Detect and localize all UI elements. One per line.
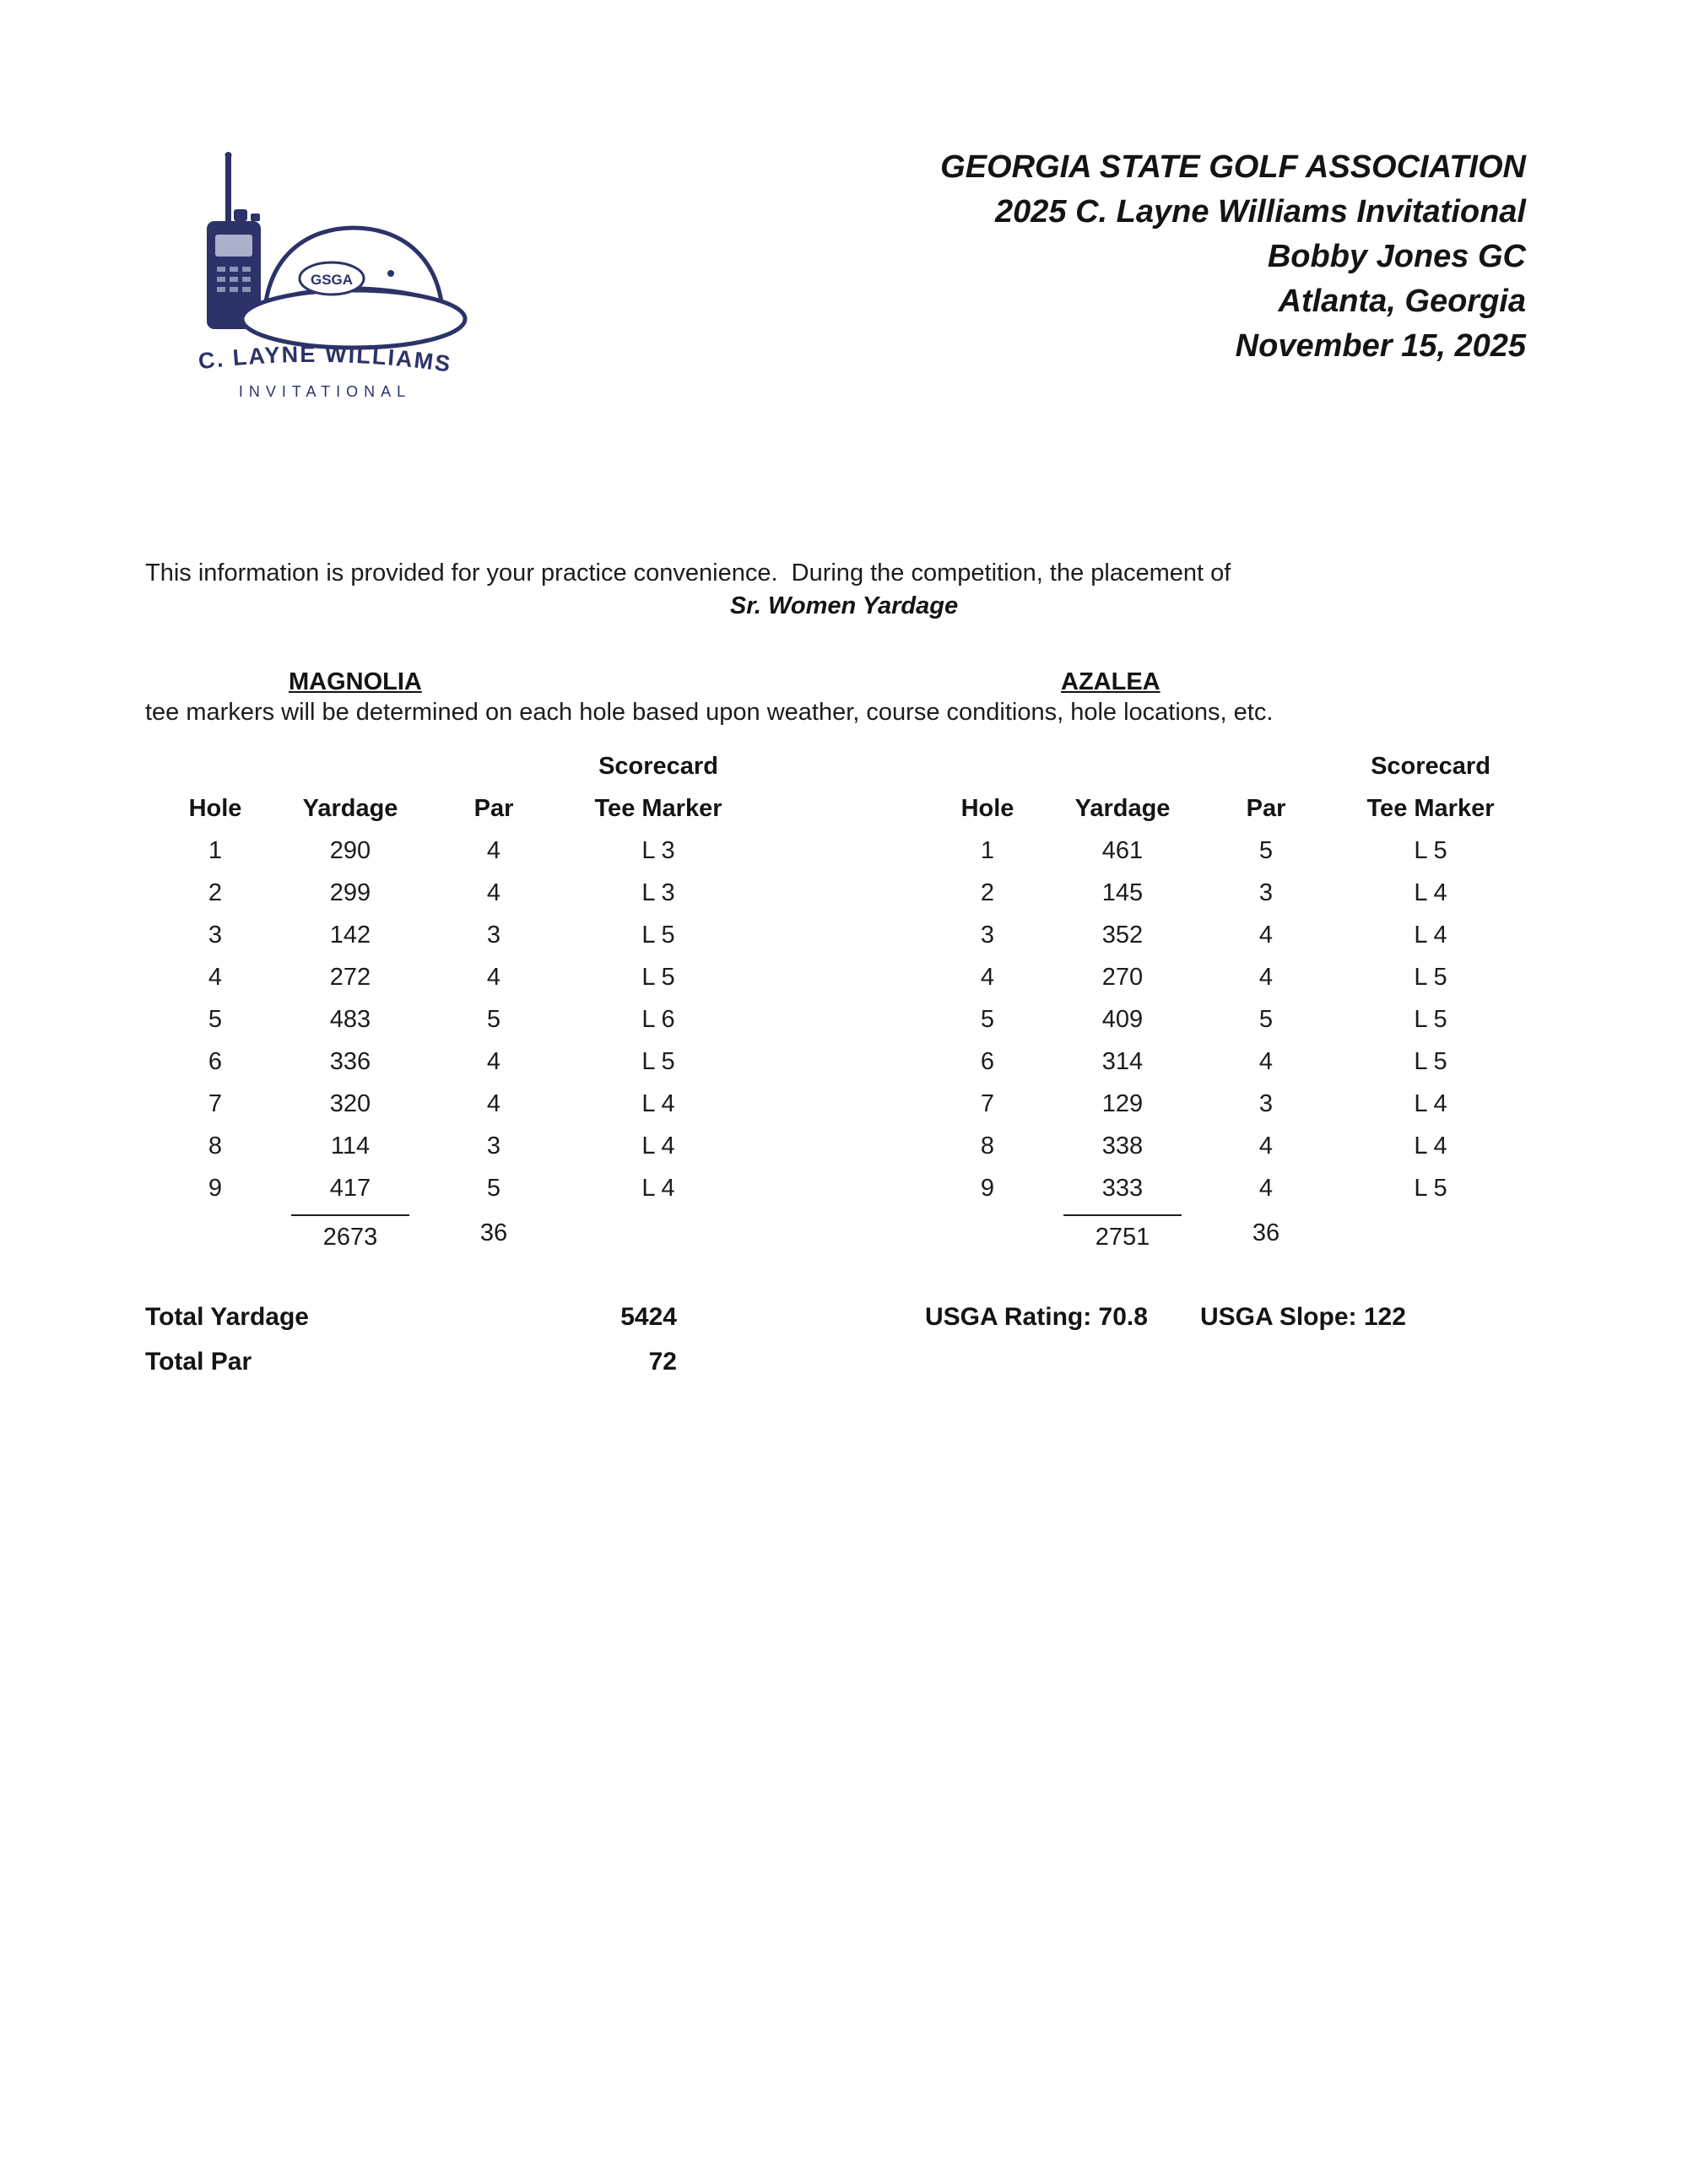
summary-row-par xyxy=(145,1339,1406,1384)
magnolia-table-body xyxy=(160,830,760,1209)
cell-yardage: 142 xyxy=(329,921,371,949)
logo-subtitle-text: INVITATIONAL xyxy=(238,383,412,400)
cell-hole: 4 xyxy=(208,963,223,991)
hat-radio-logo-icon xyxy=(173,150,477,403)
empty-cell xyxy=(160,1209,270,1257)
cell-par: 4 xyxy=(1258,1047,1274,1075)
cell-par: 3 xyxy=(1258,878,1274,906)
event-name: 2025 C. Layne Williams Invitational xyxy=(995,194,1526,230)
table-row xyxy=(160,830,760,872)
cell-par: 5 xyxy=(486,1005,501,1033)
event-header xyxy=(940,145,1526,369)
table-row xyxy=(933,956,1532,998)
cell-par: 5 xyxy=(1258,1005,1274,1033)
usga-rating: USGA Rating: 70.8 xyxy=(925,1303,1148,1331)
table-row xyxy=(933,1083,1532,1125)
cell-tee: L 3 xyxy=(641,878,675,906)
course-block-magnolia xyxy=(160,668,760,1257)
cell-hole: 7 xyxy=(980,1089,995,1117)
cell-tee: L 5 xyxy=(641,921,675,949)
course-title-magnolia: MAGNOLIA xyxy=(289,668,422,695)
summary-row-yardage xyxy=(145,1295,1406,1339)
azalea-yardage-table xyxy=(933,745,1532,1257)
table-row xyxy=(160,956,760,998)
cell-tee: L 5 xyxy=(1414,1005,1447,1033)
cell-tee: L 4 xyxy=(641,1174,675,1202)
cell-par: 4 xyxy=(1258,1132,1274,1160)
table-header-row xyxy=(160,745,760,830)
cell-par: 4 xyxy=(486,963,501,991)
cell-hole: 6 xyxy=(208,1047,223,1075)
cell-par: 5 xyxy=(486,1174,501,1202)
cell-par: 4 xyxy=(1258,963,1274,991)
total-yardage-label: Total Yardage xyxy=(145,1303,309,1331)
table-row xyxy=(160,1125,760,1167)
logo-title-text: C. LAYNE WILLIAMS xyxy=(197,341,454,377)
cell-tee: L 5 xyxy=(1414,963,1447,991)
table-row xyxy=(160,872,760,914)
cell-hole: 4 xyxy=(980,963,995,991)
table-row xyxy=(933,1041,1532,1083)
cell-hole: 2 xyxy=(208,878,223,906)
col-header-yardage: Yardage xyxy=(302,795,398,822)
col-header-yardage: Yardage xyxy=(1074,795,1171,822)
cell-yardage: 129 xyxy=(1101,1089,1144,1117)
table-row xyxy=(160,998,760,1041)
bucket-hat-icon xyxy=(242,228,465,348)
empty-cell xyxy=(1329,1209,1532,1257)
cell-par: 4 xyxy=(486,836,501,864)
association-name: GEORGIA STATE GOLF ASSOCIATION xyxy=(940,149,1526,185)
cell-hole: 1 xyxy=(208,836,223,864)
table-row xyxy=(933,998,1532,1041)
table-row xyxy=(933,1167,1532,1209)
cell-tee: L 5 xyxy=(1414,1047,1447,1075)
cell-hole: 3 xyxy=(980,921,995,949)
cell-par: 5 xyxy=(1258,836,1274,864)
cell-hole: 2 xyxy=(980,878,995,906)
magnolia-yardage-table xyxy=(160,745,760,1257)
total-par-cell: 36 xyxy=(479,1219,508,1246)
cell-hole: 5 xyxy=(980,1005,995,1033)
total-yardage-value: 5424 xyxy=(620,1303,677,1331)
empty-cell xyxy=(933,1209,1042,1257)
cell-hole: 8 xyxy=(208,1132,223,1160)
cell-tee: L 5 xyxy=(1414,1174,1447,1202)
cell-hole: 7 xyxy=(208,1089,223,1117)
radio-antenna-icon xyxy=(225,155,231,226)
table-row xyxy=(160,1167,760,1209)
cell-tee: L 5 xyxy=(1414,836,1447,864)
cell-par: 3 xyxy=(1258,1089,1274,1117)
cell-yardage: 314 xyxy=(1101,1047,1144,1075)
magnolia-totals-row xyxy=(160,1209,760,1257)
table-row xyxy=(160,1083,760,1125)
cell-hole: 1 xyxy=(980,836,995,864)
table-row xyxy=(160,914,760,956)
summary-block xyxy=(145,1295,1406,1384)
cell-par: 3 xyxy=(486,1132,501,1160)
antenna-tip-icon xyxy=(225,152,232,159)
cell-tee: L 4 xyxy=(1414,878,1447,906)
cell-yardage: 336 xyxy=(329,1047,371,1075)
cell-tee: L 4 xyxy=(641,1132,675,1160)
cell-yardage: 338 xyxy=(1101,1132,1144,1160)
notice-line-2: tee markers will be determined on each hole based upon weather, course conditions, hole locations, etc. xyxy=(145,699,1274,726)
cell-yardage: 483 xyxy=(329,1005,371,1033)
cell-yardage: 352 xyxy=(1101,921,1144,949)
cell-yardage: 320 xyxy=(329,1089,371,1117)
col-header-hole: Hole xyxy=(960,795,1014,822)
total-par-cell: 36 xyxy=(1252,1219,1280,1246)
table-row xyxy=(933,1125,1532,1167)
gsga-hat-label: GSGA xyxy=(310,272,354,288)
cell-tee: L 6 xyxy=(641,1005,675,1033)
total-yardage-cell: 2751 xyxy=(1042,1209,1203,1257)
course-block-azalea xyxy=(933,668,1532,1257)
cell-yardage: 145 xyxy=(1101,878,1144,906)
cell-yardage: 461 xyxy=(1101,836,1144,864)
azalea-totals-row xyxy=(933,1209,1532,1257)
notice-line-1: This information is provided for your practice convenience. During the competition, the placement of xyxy=(145,560,1231,587)
cell-tee: L 4 xyxy=(641,1089,675,1117)
col-header-par: Par xyxy=(1246,795,1286,822)
cell-yardage: 299 xyxy=(329,878,371,906)
total-yardage-cell: 2673 xyxy=(270,1209,430,1257)
cell-yardage: 270 xyxy=(1101,963,1144,991)
cell-par: 3 xyxy=(486,921,501,949)
cell-yardage: 333 xyxy=(1101,1174,1144,1202)
event-date: November 15, 2025 xyxy=(1235,328,1526,364)
col-header-hole: Hole xyxy=(188,795,242,822)
cell-tee: L 4 xyxy=(1414,1132,1447,1160)
cell-yardage: 417 xyxy=(329,1174,371,1202)
cell-par: 4 xyxy=(1258,921,1274,949)
cell-tee: L 3 xyxy=(641,836,675,864)
table-row xyxy=(933,872,1532,914)
course-title-azalea: AZALEA xyxy=(1061,668,1160,695)
table-row xyxy=(933,830,1532,872)
gsga-event-logo xyxy=(173,150,477,403)
total-par-label: Total Par xyxy=(145,1348,252,1376)
cell-tee: L 5 xyxy=(641,1047,675,1075)
cell-par: 4 xyxy=(486,1089,501,1117)
cell-hole: 9 xyxy=(208,1174,223,1202)
cell-yardage: 114 xyxy=(330,1132,371,1160)
col-header-tee-marker: Scorecard Tee Marker xyxy=(594,753,722,822)
cell-hole: 6 xyxy=(980,1047,995,1075)
cell-tee: L 4 xyxy=(1414,921,1447,949)
col-header-tee-marker: Scorecard Tee Marker xyxy=(1366,753,1495,822)
cell-par: 4 xyxy=(486,1047,501,1075)
col-header-par: Par xyxy=(473,795,514,822)
table-row xyxy=(160,1041,760,1083)
cell-yardage: 290 xyxy=(329,836,371,864)
event-location: Atlanta, Georgia xyxy=(1278,284,1526,319)
cell-par: 4 xyxy=(486,878,501,906)
course-name-header: Bobby Jones GC xyxy=(1267,239,1526,274)
section-title: Sr. Women Yardage xyxy=(729,592,959,619)
total-par-value: 72 xyxy=(648,1348,677,1376)
cell-yardage: 272 xyxy=(329,963,371,991)
cell-hole: 8 xyxy=(980,1132,995,1160)
cell-hole: 3 xyxy=(208,921,223,949)
cell-hole: 5 xyxy=(208,1005,223,1033)
usga-slope: USGA Slope: 122 xyxy=(1199,1303,1406,1331)
cell-tee: L 4 xyxy=(1414,1089,1447,1117)
cell-par: 4 xyxy=(1258,1174,1274,1202)
cell-tee: L 5 xyxy=(641,963,675,991)
empty-cell xyxy=(557,1209,760,1257)
yardage-tables xyxy=(160,668,1532,1257)
cell-hole: 9 xyxy=(980,1174,995,1202)
table-header-row xyxy=(933,745,1532,830)
azalea-table-body xyxy=(933,830,1532,1209)
table-row xyxy=(933,914,1532,956)
cell-yardage: 409 xyxy=(1101,1005,1144,1033)
